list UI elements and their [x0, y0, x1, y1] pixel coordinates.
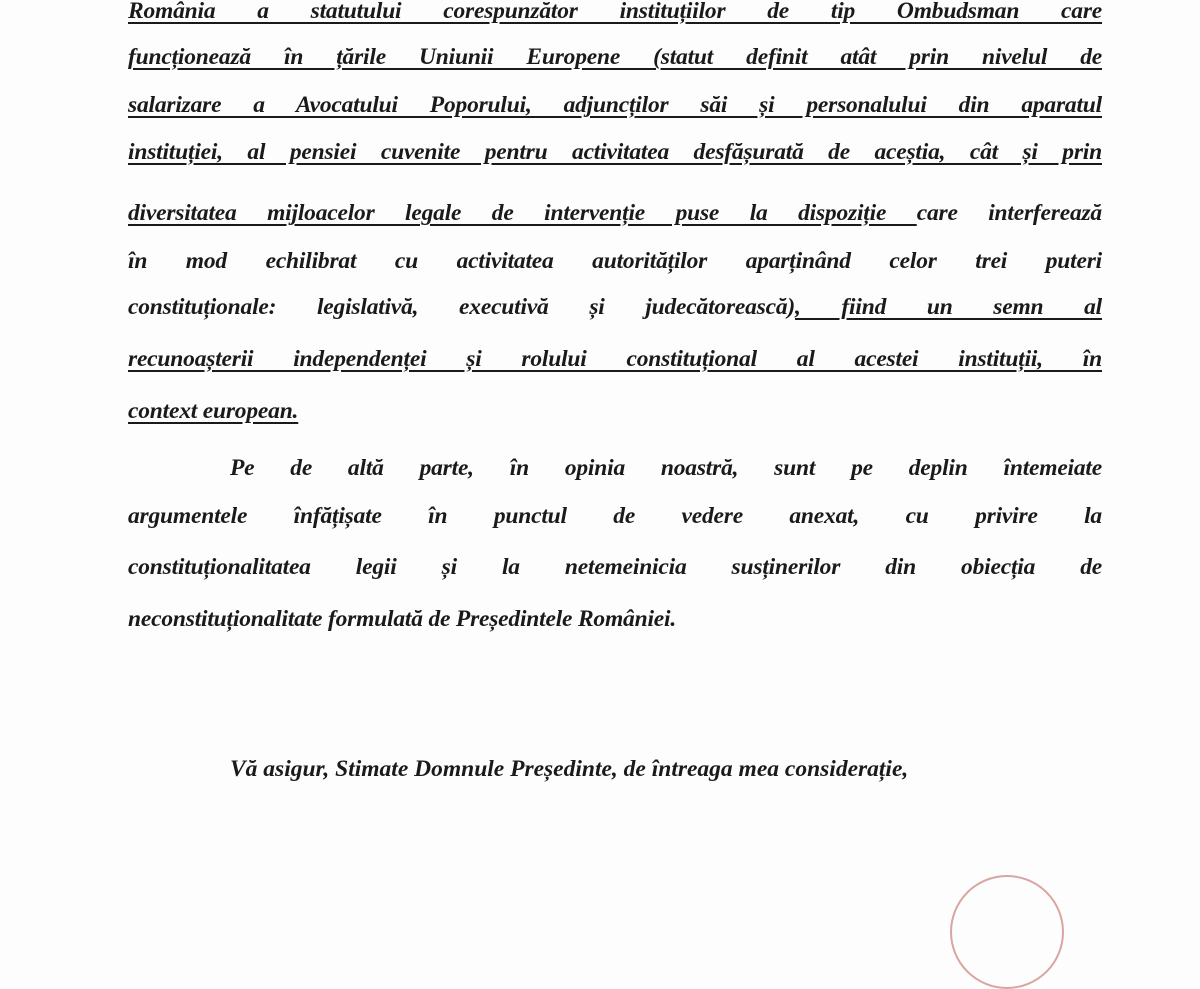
text-segment: constituționale: legislativă, executivă și judecătorească) — [128, 294, 796, 320]
paragraph1-line — [128, 396, 1102, 426]
paragraph2-line: constituționalitatea legii și la netemeinicia susținerilor din obiecția de — [128, 554, 1102, 580]
paragraph1-line — [128, 90, 1102, 120]
underlined-text: funcționează în țările Uniunii Europene (statut definit atât prin nivelul de — [128, 44, 1102, 70]
paragraph1-line — [128, 0, 1102, 26]
paragraph1-line — [128, 246, 1102, 276]
paragraph2-line: neconstituționalitate formulată de Președintele României. — [128, 606, 677, 632]
official-stamp — [950, 875, 1064, 989]
underlined-text: diversitatea mijloacelor legale de intervenție puse la dispoziție — [128, 200, 917, 226]
underlined-text: recunoașterii independenței și rolului constituțional al acestei instituții, în — [128, 346, 1102, 372]
text-segment: care interferează — [916, 200, 1102, 226]
underlined-text: România a statutului corespunzător instituțiilor de tip Ombudsman care — [128, 0, 1102, 24]
paragraph1-line — [128, 42, 1102, 72]
paragraph1-line — [128, 292, 1102, 322]
underlined-text: context european. — [128, 398, 299, 424]
paragraph1-line — [128, 137, 1102, 167]
paragraph1-line — [128, 198, 1102, 228]
underlined-text: , fiind un semn al — [795, 294, 1102, 320]
closing-formula: Vă asigur, Stimate Domnule Președinte, de întreaga mea considerație, — [230, 756, 909, 782]
paragraph2-line: argumentele înfățișate în punctul de vedere anexat, cu privire la — [128, 503, 1102, 529]
paragraph2-line: Pe de altă parte, în opinia noastră, sunt pe deplin întemeiate — [230, 455, 1102, 481]
underlined-text: salarizare a Avocatului Poporului, adjuncților săi și personalului din aparatul — [128, 92, 1102, 118]
underlined-text: instituției, al pensiei cuvenite pentru activitatea desfășurată de aceștia, cât și prin — [128, 139, 1102, 165]
paragraph1-line — [128, 344, 1102, 374]
text-segment: în mod echilibrat cu activitatea autorităților aparținând celor trei puteri — [128, 248, 1102, 274]
